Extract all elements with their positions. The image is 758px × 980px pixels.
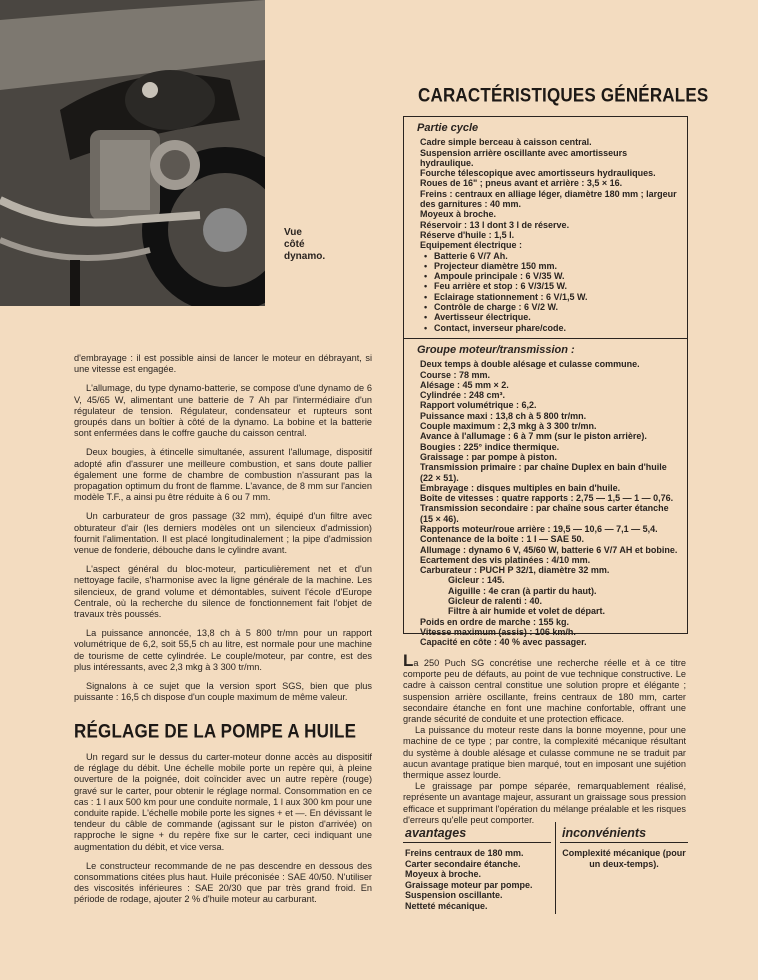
spec-item: Aiguille : 4e cran (à partir du haut). bbox=[448, 585, 597, 596]
list-item: Graissage moteur par pompe. bbox=[405, 879, 533, 890]
motorcycle-photo bbox=[0, 0, 265, 306]
caracteristiques-title: CARACTÉRISTIQUES GÉNÉRALES bbox=[418, 84, 709, 106]
paragraph: L'allumage, du type dynamo-batterie, se compose d'une dynamo de 6 V, 45/65 W, alimentant une batterie de 7 Ah par l'intermédiaire d'un régulateur de tension. Régulateur, condensateur et rupteurs sont groupés dans un boîtier à côté de la dynamo. La bobine et la batterie sont enfermées dans le coffre gauche du caisson central. bbox=[74, 383, 372, 439]
partie-cycle-title: Partie cycle bbox=[417, 122, 479, 134]
spec-item: Cylindrée : 248 cm³. bbox=[420, 390, 506, 401]
motorcycle-illustration bbox=[0, 0, 265, 306]
spec-item: Gicleur : 145. bbox=[448, 575, 505, 586]
list-item: Netteté mécanique. bbox=[405, 900, 488, 911]
spec-item: Filtre à air humide et volet de départ. bbox=[448, 606, 606, 617]
paragraph: d'embrayage : il est possible ainsi de lancer le moteur en débrayant, si une vitesse est engagée. bbox=[74, 353, 372, 375]
spec-item: Couple maximum : 2,3 mkg à 3 300 tr/mn. bbox=[420, 421, 597, 432]
spec-item: Contenance de la boîte : 1 l — SAE 50. bbox=[420, 534, 585, 545]
spec-item: Vitesse maximum (assis) : 106 km/h. bbox=[420, 626, 576, 637]
spec-item: Moyeux à broche. bbox=[420, 209, 497, 220]
spec-item: Avance à l'allumage : 6 à 7 mm (sur le piston arrière). bbox=[420, 431, 647, 442]
reglage-title: RÉGLAGE DE LA POMPE A HUILE bbox=[74, 720, 357, 742]
spec-item: Fourche télescopique avec amortisseurs hydrauliques. bbox=[420, 168, 656, 179]
paragraph bbox=[403, 651, 686, 725]
caption-line: côté bbox=[284, 239, 305, 250]
spec-item: Embrayage : disques multiples en bain d'huile. bbox=[420, 482, 621, 493]
divider bbox=[404, 338, 687, 339]
paragraph: Un carburateur de gros passage (32 mm), équipé d'un filtre avec obturateur d'air (les derniers modèles ont un silencieux d'admission) fournit l'alimentation. Il est placé longitudinalement ; la pipe d'admission venue de fonderie, débouche dans le cylindre avant. bbox=[74, 511, 372, 556]
partie-cycle-list bbox=[404, 137, 687, 333]
spec-item: Poids en ordre de marche : 155 kg. bbox=[420, 616, 570, 627]
groupe-list bbox=[404, 359, 687, 647]
photo-caption bbox=[284, 227, 344, 263]
paragraph: Le constructeur recommande de ne pas descendre en dessous des consommations citées plus haut. Huile préconisée : SAE 40/50. N'utiliser des viscosités inférieures : SAE 20/30 que par très grand froid. En période de rodage, ajouter 2 % d'huile moteur au carburant. bbox=[74, 860, 372, 905]
spec-item: Suspension arrière oscillante avec amortisseurs hydraulique. bbox=[420, 147, 628, 168]
paragraph: Deux bougies, à étincelle simultanée, assurent l'allumage, dispositif adopté afin d'assurer une meilleure combustion, et sans doute pallier également une forme de chambre de combustion n'assurant pas la propagation optimum du front de flamme. L'avance, de 8 mm sur l'ancien modèle T.F., a ainsi pu être réduite à 6 ou 7 mm. bbox=[74, 447, 372, 503]
list-item: Freins centraux de 180 mm. bbox=[405, 848, 524, 858]
list-item: Moyeux à broche. bbox=[405, 869, 482, 879]
spec-item: Deux temps à double alésage et culasse commune. bbox=[420, 359, 640, 370]
spec-item: Allumage : dynamo 6 V, 45/60 W, batterie 6 V/7 AH et bobine. bbox=[420, 544, 678, 555]
spec-item: Ecartement des vis platinées : 4/10 mm. bbox=[420, 554, 591, 565]
list-item: Carter secondaire étanche. bbox=[405, 858, 521, 869]
spec-item: Rapport volumétrique : 6,2. bbox=[420, 400, 537, 411]
spec-item: Roues de 16" ; pneus avant et arrière : 3,5 × 16. bbox=[420, 178, 623, 189]
divider bbox=[555, 822, 556, 914]
spec-item: Graissage : par pompe à piston. bbox=[420, 451, 558, 462]
conclusion-text bbox=[403, 651, 686, 826]
spec-item: Alésage : 45 mm × 2. bbox=[420, 379, 509, 390]
spec-item: Gicleur de ralenti : 40. bbox=[448, 596, 543, 607]
caption-line: Vue bbox=[284, 227, 302, 238]
paragraph: La puissance annoncée, 13,8 ch à 5 800 tr/mn pour un rapport volumétrique de 6,2, soit 55,5 ch au litre, est normale pour une machine de tourisme de cette cylindrée. Le couple/moteur, par contre, est des plus intéressants, avec 2,3 mkg à 3 300 tr/mn. bbox=[74, 628, 372, 672]
spec-item: Capacité en côte : 40 % avec passager. bbox=[420, 637, 587, 648]
article-left-column bbox=[74, 353, 372, 711]
paragraph: Signalons à ce sujet que la version sport SGS, bien que plus puissante : 16,5 ch dispose d'un couple maximum de même valeur. bbox=[74, 681, 372, 703]
avantages-title: avantages bbox=[405, 826, 467, 840]
spec-item: Réservoir : 13 l dont 3 l de réserve. bbox=[420, 219, 570, 230]
paragraph: L'aspect général du bloc-moteur, particulièrement net et d'un nettoyage facile, s'harmonise avec la ligne générale de la machine. Les silencieux, de grand volume et démontables, suivent l'école d'Europe Centrale, où la recherche du silence de fonctionnement fait l'objet de travaux très poussés. bbox=[74, 564, 372, 620]
spec-item: • Feu arrière et stop : 6 V/3/15 W. bbox=[420, 281, 681, 291]
spec-item: • Contact, inverseur phare/code. bbox=[420, 323, 681, 333]
inconvenients-title: inconvénients bbox=[562, 826, 647, 840]
spec-item: Puissance maxi : 13,8 ch à 5 800 tr/mn. bbox=[420, 410, 587, 421]
list-item: Suspension oscillante. bbox=[405, 890, 503, 900]
spec-item: Boîte de vitesses : quatre rapports : 2,75 — 1,5 — 1 — 0,76. bbox=[420, 493, 674, 504]
spec-item: Equipement électrique : bbox=[420, 240, 523, 251]
spec-item: Carburateur : PUCH P 32/1, diamètre 32 mm. bbox=[420, 565, 610, 576]
caption-line: dynamo. bbox=[284, 251, 326, 262]
paragraph: Le graissage par pompe séparée, remarquablement réalisé, représente un avantage majeur, assurant un graissage sous pression efficace et supprimant l'opération du mélange préalable et les risques d'erreurs qu'elle peut comporter. bbox=[403, 781, 686, 825]
spec-item: Rapports moteur/roue arrière : 19,5 — 10,6 — 7,1 — 5,4. bbox=[420, 523, 658, 534]
spec-item: • Ampoule principale : 6 V/35 W. bbox=[420, 271, 681, 281]
spec-item: Bougies : 225° indice thermique. bbox=[420, 441, 560, 452]
divider bbox=[560, 842, 688, 843]
spec-item: • Batterie 6 V/7 Ah. bbox=[420, 251, 681, 261]
reglage-text bbox=[74, 752, 372, 914]
dropcap: L bbox=[403, 651, 414, 670]
list-item: Complexité mécanique (pour un deux-temps). bbox=[562, 848, 686, 869]
spec-item: Transmission primaire : par chaîne Duplex en bain d'huile (22 × 51). bbox=[420, 462, 667, 483]
spec-item: • Projecteur diamètre 150 mm. bbox=[420, 261, 681, 271]
spec-box bbox=[403, 116, 688, 648]
spec-item: Cadre simple berceau à caisson central. bbox=[420, 137, 592, 148]
spec-item: Transmission secondaire : par chaîne sous carter étanche (15 × 46). bbox=[420, 503, 669, 524]
spec-item: • Contrôle de charge : 6 V/2 W. bbox=[420, 302, 681, 312]
spec-item: • Eclairage stationnement : 6 V/1,5 W. bbox=[420, 292, 681, 302]
spec-item: • Avertisseur électrique. bbox=[420, 312, 681, 322]
paragraph: La puissance du moteur reste dans la bonne moyenne, pour une machine de ce type ; par contre, la complexité mécanique résultant du système à double alésage et culasse commune ne se traduit par aucun avantage pratique bien marqué, tout en imposant une sujétion thermique assez lourde. bbox=[403, 725, 686, 781]
avantages-list bbox=[405, 848, 553, 911]
spec-item: Course : 78 mm. bbox=[420, 369, 491, 380]
paragraph: Un regard sur le dessus du carter-moteur donne accès au dispositif de réglage du débit. Une échelle mobile porte un repère qui, à pleine ouverture de la poignée, doit coïncider avec un autre repère (rouge) gravé sur le carter, pour obtenir le réglage normal. Consommation en ce cas : 1 l aux 500 km pour une conduite normale, 1 l aux 300 km pour une conduite rapide. L'échelle mobile porte les signes + et —. En dévissant le tendeur du câble de commande (agissant sur le piston d'arrivée) on rapproche le signe + du repère fixe sur le carter, ceci indiquant une augmentation du débit, et vice versa. bbox=[74, 752, 372, 852]
groupe-title: Groupe moteur/transmission : bbox=[417, 343, 575, 356]
paragraph-text: a 250 Puch SG concrétise une recherche réelle et à ce titre comporte peu de défauts, au point de vue technique constructive. Le cadre à caisson central constitue une solution propre et élégante ; suspension arrière oscillante, freins centraux de 180 mm, carter secondaire étanche en font une machine confortable, offrant une grande sécurité de conduite et une protection efficace. bbox=[403, 658, 686, 725]
inconvenients-list bbox=[562, 848, 686, 869]
spec-item: Réserve d'huile : 1,5 l. bbox=[420, 229, 515, 240]
spec-item: Freins : centraux en alliage léger, diamètre 180 mm ; largeur des garnitures : 40 mm. bbox=[420, 188, 677, 210]
divider bbox=[403, 842, 551, 843]
